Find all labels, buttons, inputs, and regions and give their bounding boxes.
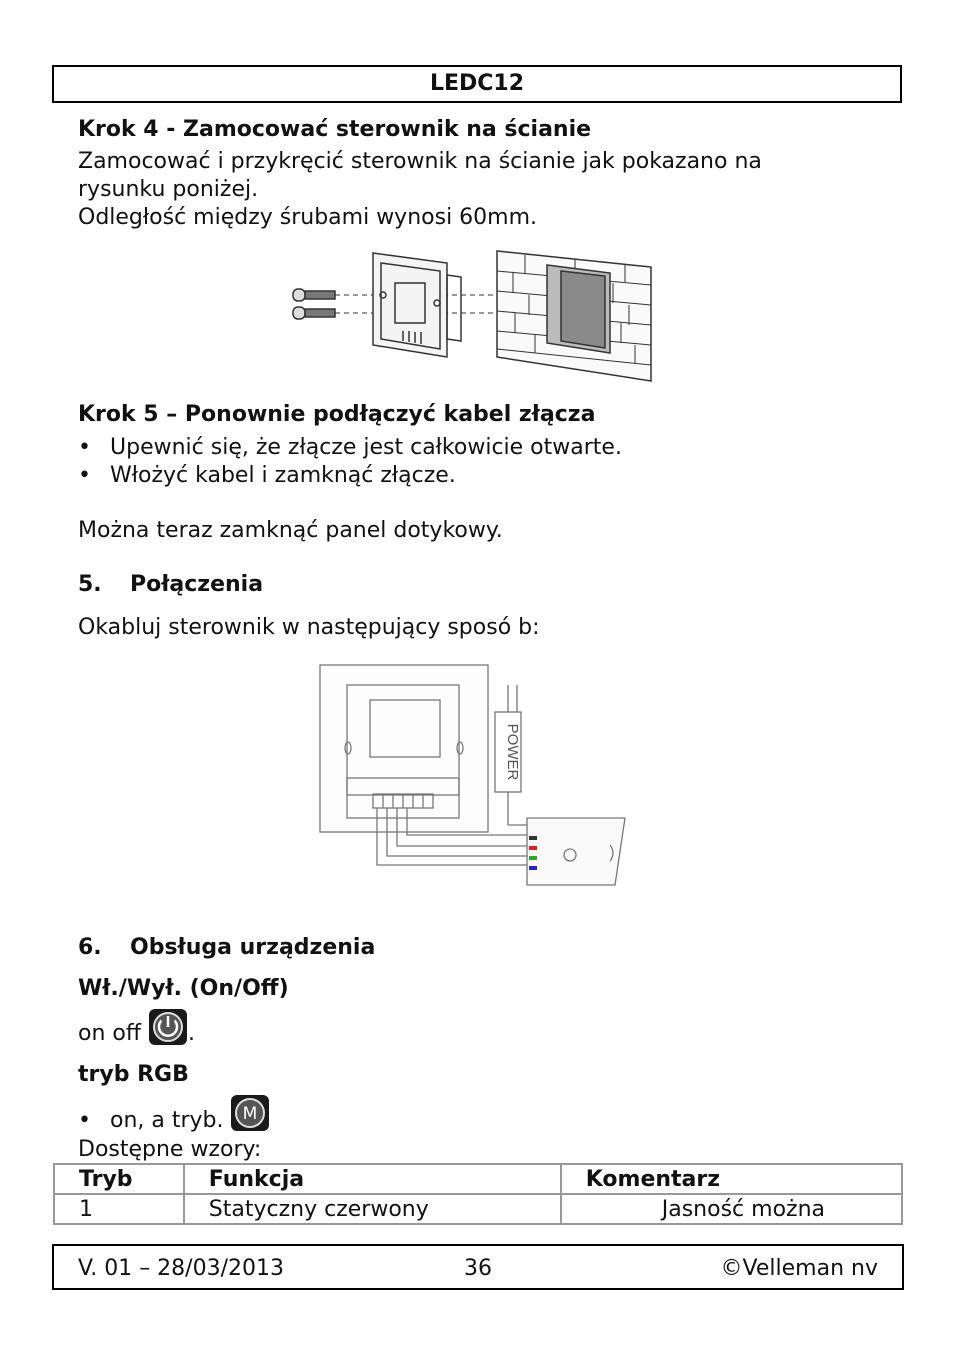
section5-number: 5.: [78, 572, 102, 597]
power-icon: [148, 1008, 188, 1054]
onoff-suffix: .: [188, 1021, 196, 1046]
bullet-dot: •: [78, 435, 91, 460]
bullet-text: Upewnić się, że złącze jest całkowicie otwarte.: [110, 435, 622, 460]
table-row: [54, 1194, 902, 1224]
rgb-heading: tryb RGB: [78, 1062, 189, 1087]
bullet-dot: •: [78, 1108, 91, 1133]
wiring-diagram: [315, 660, 635, 890]
modes-table: [53, 1163, 903, 1225]
list-item: [78, 463, 778, 491]
mode-m-label: M: [242, 1104, 258, 1124]
header-cell: Funkcja: [184, 1164, 561, 1194]
step5-note: Można teraz zamknąć panel dotykowy.: [78, 518, 503, 543]
step4-line2: rysunku poniżej.: [78, 177, 259, 202]
footer-copyright: ©Velleman nv: [720, 1256, 878, 1281]
power-label: POWER: [504, 723, 521, 781]
mode-m-icon: [230, 1094, 270, 1138]
section5-title: Połączenia: [130, 572, 264, 597]
section6-title: Obsługa urządzenia: [130, 935, 376, 960]
patterns-label: Dostępne wzory:: [78, 1137, 262, 1162]
footer-page-number: 36: [464, 1256, 492, 1281]
section5-text: Okabluj sterownik w następujący sposó b:: [78, 615, 540, 640]
table-cell: 1: [54, 1194, 184, 1224]
footer-version: V. 01 – 28/03/2013: [78, 1256, 284, 1281]
table-cell: Statyczny czerwony: [184, 1194, 561, 1224]
step4-line1: Zamocować i przykręcić sterownik na ścianie jak pokazano na: [78, 149, 762, 174]
header-box: [52, 65, 902, 103]
footer-box: [52, 1244, 904, 1290]
step4-heading: Krok 4 - Zamocować sterownik na ścianie: [78, 117, 592, 142]
wall-mount-illustration: [285, 245, 660, 385]
list-item: [78, 435, 778, 463]
list-item: [78, 1094, 478, 1134]
bullet-text: Włożyć kabel i zamknąć złącze.: [110, 463, 456, 488]
onoff-text: on off: [78, 1021, 142, 1046]
bullet-dot: •: [78, 463, 91, 488]
document-title: LEDC12: [429, 71, 525, 96]
step5-heading: Krok 5 – Ponownie podłączyć kabel złącza: [78, 402, 596, 427]
table-cell: Jasność można: [561, 1194, 902, 1224]
onoff-line: [78, 1008, 195, 1054]
section6-number: 6.: [78, 935, 102, 960]
onoff-heading: Wł./Wył. (On/Off): [78, 976, 289, 1001]
header-cell: Tryb: [54, 1164, 184, 1194]
bullet-text: on, a tryb.: [110, 1108, 224, 1133]
header-cell: Komentarz: [561, 1164, 902, 1194]
table-header-row: [54, 1164, 902, 1194]
step4-line3: Odległość między śrubami wynosi 60mm.: [78, 205, 538, 230]
